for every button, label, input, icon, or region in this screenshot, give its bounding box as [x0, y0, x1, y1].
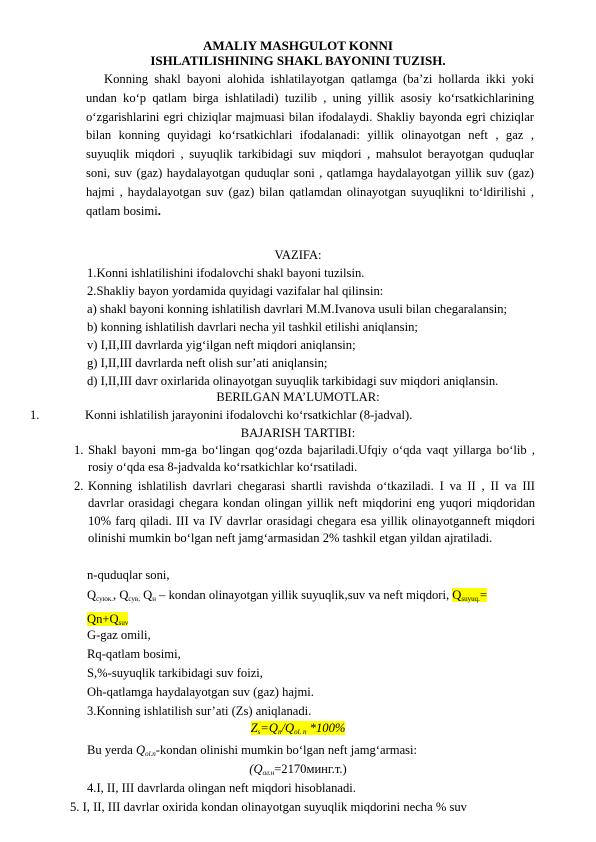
def-n: n-quduqlar soni, — [87, 568, 170, 582]
step-5-number: 5. — [70, 800, 80, 814]
title-line-1: AMALIY MASHGULOT KONNI — [203, 38, 393, 53]
intro-end: . — [157, 203, 161, 218]
step-5-text: I, II, III davrlar oxirida kondan olinayotgan suyuqlik miqdorini necha % suv — [82, 800, 467, 814]
def-oh: Oh-qatlamga haydalayotgan suv (gaz) hajmi. — [87, 685, 314, 699]
def-s: S,%-suyuqlik tarkibidagi suv foizi, — [87, 666, 263, 680]
order-heading: BAJARISH TARTIBI: — [240, 426, 356, 440]
data-heading: BERILGAN MA’LUMOTLAR: — [216, 390, 380, 404]
def-q: $Q_{суюк.}$, $Q_{сув,}$ $Q_н$ – kondan olinayotgan yillik suyuqlik,suv va neft miqdori, $Q_{suyuq.}=$ $Qn+Q_{suv}$ — [87, 588, 487, 627]
task-line: 1.Konni ishlatilishini ifodalovchi shakl bayoni tuzilsin. — [87, 266, 365, 280]
value-line: $(Q_{ол.н}=2170минг.т.)$ — [249, 762, 347, 777]
step-1-number: 1. — [74, 443, 84, 457]
intro-text: Konning shakl bayoni alohida ishlatilayotgan qatlamga (ba’zi hollarda ikki yoki undan ko‘p qatlam birga ishlatiladi) tuzilib , uning yillik asosiy ko‘rsatkichlarining o‘zgarishlarini egri chiziqlar majmuasi bilan ifodalaydi. Shakliy bayonda egri chiziqlar bilan konning quyidagi ko‘rsatkichlari ifodalanadi: yillik olinayotgan neft , gaz , suyuqlik miqdori , suyuqlik tarkibidagi suv miqdori , mahsulot berayotgan quduqlar soni, suv (gaz) haydalayotgan quduqlar soni , qatlamga haydalayotgan yillik suv (gaz) hajmi , haydalayotgan suv (gaz) bilan qatlamdan olinayotgan suyuqlikni to‘ldirilishi , qatlam bosimi — [86, 72, 534, 218]
highlight-q-formula: $Q_{suyuq.}=$ — [452, 588, 487, 603]
def-g: G-gaz omili, — [87, 628, 151, 642]
data-item-number: 1. — [30, 408, 40, 422]
highlight-qn-qsuv: $Qn+Q_{suv}$ — [87, 612, 129, 627]
intro-paragraph — [86, 70, 534, 220]
where-line: Bu yerda $Q_{ol.n}$-kondan olinishi mumkin bo‘lgan neft jamg‘armasi: — [87, 743, 418, 758]
def-rq: Rq-qatlam bosimi, — [87, 647, 181, 661]
task-line: v) I,II,III davrlarda yig‘ilgan neft miqdori aniqlansin; — [87, 338, 356, 352]
step-2 — [74, 478, 535, 548]
step-4: 4.I, II, III davrlarda olingan neft miqdori hisoblanadi. — [87, 781, 356, 795]
step-1-text: Shakl bayoni mm-ga bo‘lingan qog‘ozda bajariladi.Ufqiy o‘qda vaqt yillarga bo‘lib , rosiy o‘qda esa 8-jadvalda ko‘rsatkichlar ko‘rsatiladi. — [88, 443, 535, 475]
task-line: g) I,II,III davrlarda neft olish sur’ati aniqlansin; — [87, 356, 328, 370]
title-line-2: ISHLATILISHINING SHAKL BAYONINI TUZISH. — [150, 53, 446, 68]
step-2-number: 2. — [74, 479, 84, 493]
task-heading: VAZIFA: — [274, 248, 322, 262]
task-line: b) konning ishlatilish davrlari necha yil tashkil etilishi aniqlansin; — [87, 320, 418, 334]
task-line: d) I,II,III davr oxirlarida olinayotgan suyuqlik tarkibidagi suv miqdori aniqlansin. — [87, 374, 499, 388]
step-1 — [74, 442, 535, 477]
step-5 — [70, 798, 530, 816]
task-line: a) shakl bayoni konning ishlatilish davrlari M.M.Ivanova usuli bilan chegaralansin; — [87, 302, 508, 316]
rate-formula — [0, 721, 596, 736]
data-item — [30, 406, 412, 424]
step-3: 3.Konning ishlatilish sur’ati (Zs) aniqlanadi. — [87, 704, 312, 718]
highlight-formula: $Z_s=Q_n/Q_{ol. n}$ *100% — [250, 721, 346, 736]
task-line: 2.Shakliy bayon yordamida quyidagi vazifalar hal qilinsin: — [87, 284, 384, 298]
data-item-text: Konni ishlatilish jarayonini ifodalovchi ko‘rsatkichlar (8-jadval). — [85, 408, 413, 422]
step-2-text: Konning ishlatilish davrlari chegarasi shartli ravishda o‘tkaziladi. I va II , II va III davrlar orasidagi chegara kondan olingan yillik neft miqdorini eng yuqori miqdoridan 10% farq qiladi. III va IV davrlar orasidagi chegara esa yillik olinayotganneft miqdori olinishi mumkin bo‘lgan neft jamg‘armasidan 2% tashkil etgan yildan ajratiladi. — [88, 479, 535, 546]
